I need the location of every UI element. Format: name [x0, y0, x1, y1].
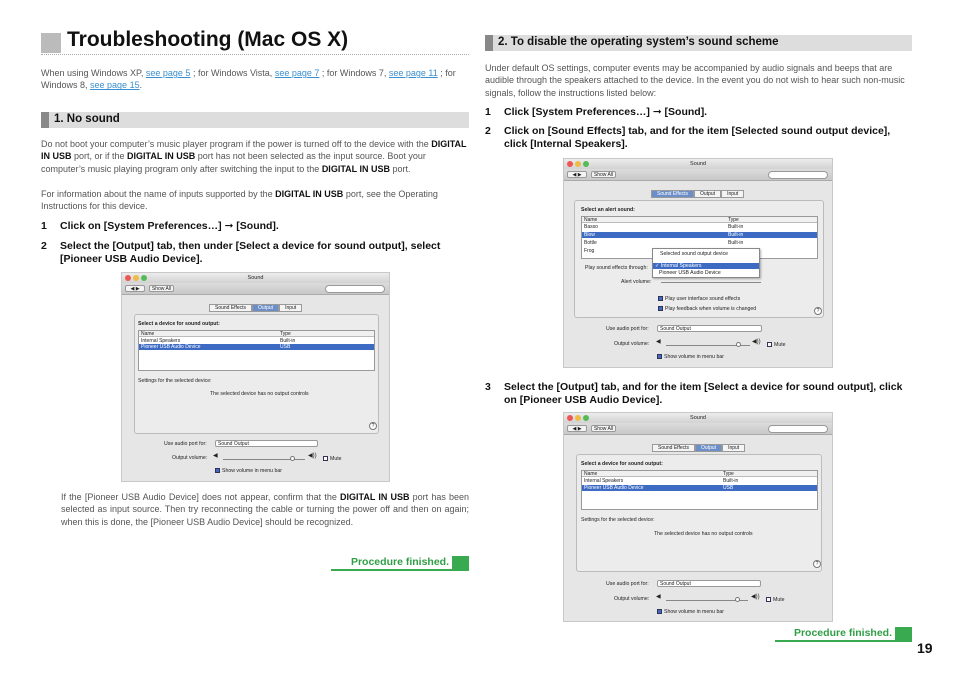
title-bar — [41, 28, 469, 55]
alert-sound-label: Select an alert sound: — [581, 207, 635, 213]
no-controls-text: The selected device has no output controls — [654, 531, 753, 537]
text: port, or if the — [71, 151, 128, 162]
play-feedback-label: Play feedback when volume is changed — [665, 306, 757, 312]
table-row[interactable] — [582, 478, 817, 484]
play-feedback-checkbox[interactable] — [658, 306, 663, 311]
tab-bar — [209, 304, 302, 312]
port-name: DIGITAL IN USB — [340, 492, 410, 502]
play-ui-label: Play user interface sound effects — [665, 296, 741, 302]
speaker-high-icon: ◀)) — [751, 594, 760, 600]
window-toolbar — [122, 283, 389, 295]
output-device-popup — [652, 248, 760, 278]
sound-window-effects — [563, 158, 833, 368]
table-header — [582, 217, 817, 223]
window-titlebar — [564, 413, 832, 423]
page-number: 19 — [917, 640, 933, 656]
no-controls-text: The selected device has no output controls — [210, 391, 309, 397]
window-toolbar — [564, 423, 832, 435]
minimize-icon[interactable] — [133, 275, 139, 281]
window-titlebar — [122, 273, 389, 283]
sec1-note — [61, 491, 469, 528]
volume-slider-knob[interactable] — [735, 597, 740, 602]
use-port-label: Use audio port for: — [606, 326, 649, 332]
col-type: Type — [728, 217, 739, 223]
device-type: Built-in — [723, 478, 739, 484]
search-input[interactable] — [325, 285, 385, 293]
port-select[interactable]: Sound Output — [215, 440, 318, 447]
show-volume-label: Show volume in menu bar — [664, 354, 724, 360]
use-port-label: Use audio port for: — [606, 581, 649, 587]
sec1-paragraph-2 — [41, 188, 469, 213]
alert-type: Built-in — [728, 232, 744, 238]
show-all-button[interactable]: Show All — [591, 171, 616, 178]
output-panel — [134, 314, 379, 434]
table-row[interactable] — [139, 344, 374, 350]
step-text: Select the [Output] tab, then under [Select a device for sound output], select [Pioneer USB Audio Device]. — [60, 240, 441, 266]
tab-bar — [651, 190, 744, 198]
intro-text: ; for Windows 7, — [319, 68, 389, 78]
table-row[interactable] — [582, 224, 817, 230]
settings-label: Settings for the selected device: — [138, 378, 212, 384]
finished-square-icon — [895, 627, 912, 642]
sound-window-output-2 — [563, 412, 833, 622]
output-volume-label: Output volume: — [614, 596, 650, 602]
minimize-icon[interactable] — [575, 161, 581, 167]
finished-label: Procedure finished. — [350, 556, 449, 568]
intro-text: ; for Windows Vista, — [190, 68, 275, 78]
window-title: Sound — [690, 161, 706, 167]
close-icon[interactable] — [567, 161, 573, 167]
text: port has not been selected as the input source. Boot your computer’s music playing program only after switching the input to the — [41, 151, 426, 174]
step-number: 1 — [41, 220, 47, 232]
settings-label: Settings for the selected device: — [581, 517, 655, 523]
window-titlebar — [564, 159, 832, 169]
show-volume-checkbox[interactable] — [215, 468, 220, 473]
tab-input[interactable]: Input — [722, 444, 745, 452]
text: port. — [389, 163, 411, 174]
zoom-icon[interactable] — [583, 415, 589, 421]
tab-sound-effects[interactable]: Sound Effects — [651, 190, 694, 198]
mute-checkbox[interactable] — [766, 597, 771, 602]
col-name: Name — [584, 217, 598, 223]
step-text: Click [System Preferences…] ➞ [Sound]. — [504, 106, 708, 118]
page-title: Troubleshooting (Mac OS X) — [67, 28, 349, 51]
speaker-low-icon: ◀ — [213, 453, 218, 459]
sound-window-output-1 — [121, 272, 390, 482]
search-input[interactable] — [768, 425, 828, 433]
procedure-finished-2 — [775, 627, 912, 642]
show-all-button[interactable]: Show All — [149, 285, 174, 292]
table-header — [582, 471, 817, 477]
step-text: Select the [Output] tab, and for the item [Select a device for sound output], click on [Pioneer USB Audio Device]. — [504, 381, 903, 407]
link-page-11[interactable]: see page 11 — [388, 68, 438, 78]
device-type: Built-in — [280, 338, 296, 344]
finished-label: Procedure finished. — [793, 627, 892, 639]
intro-text: When using Windows XP, — [41, 68, 146, 78]
col-name: Name — [141, 331, 155, 337]
mute-label: Mute — [330, 456, 342, 462]
table-row[interactable] — [582, 240, 817, 246]
back-forward-button[interactable]: ◀ ▶ — [567, 171, 587, 178]
sec1-paragraph-1 — [41, 138, 469, 175]
device-type: USB — [723, 485, 734, 491]
text: port, see the Operating Instructions for this device. — [41, 189, 438, 212]
device-name: Pioneer USB Audio Device — [584, 485, 644, 491]
tab-sound-effects[interactable]: Sound Effects — [652, 444, 695, 452]
mute-checkbox[interactable] — [323, 456, 328, 461]
output-volume-label: Output volume: — [614, 341, 650, 347]
mute-label: Mute — [774, 342, 786, 348]
window-toolbar — [564, 169, 832, 181]
show-all-button[interactable]: Show All — [591, 425, 616, 432]
show-volume-label: Show volume in menu bar — [222, 468, 282, 474]
link-page-5[interactable]: see page 5 — [145, 68, 191, 78]
output-volume-label: Output volume: — [172, 455, 208, 461]
minimize-icon[interactable] — [575, 415, 581, 421]
output-panel — [576, 454, 822, 572]
popup-title: Selected sound output device — [660, 251, 729, 257]
sec2-step-1 — [485, 106, 912, 120]
section-heading-sound-scheme: 2. To disable the operating system’s sound scheme — [485, 35, 912, 51]
speaker-high-icon: ◀)) — [752, 339, 761, 345]
text: Do not boot your computer’s music player program if the power is turned off to the device with the — [41, 139, 432, 149]
intro-paragraph — [41, 67, 469, 92]
select-device-label: Select a device for sound output: — [138, 321, 220, 327]
device-table — [138, 330, 375, 371]
tab-bar — [652, 444, 745, 452]
alert-name: Frog — [584, 248, 595, 254]
tab-input[interactable]: Input — [279, 304, 302, 312]
device-name: Internal Speakers — [141, 338, 181, 344]
intro-text: ; for Windows 8, — [41, 68, 456, 91]
col-name: Name — [584, 471, 598, 477]
tab-output[interactable]: Output — [252, 304, 279, 312]
show-volume-label: Show volume in menu bar — [664, 609, 724, 615]
tab-output[interactable]: Output — [695, 444, 722, 452]
text: If the [Pioneer USB Audio Device] does not appear, confirm that the — [61, 492, 341, 502]
speaker-low-icon: ◀ — [656, 594, 661, 600]
sec1-step-1 — [41, 220, 469, 234]
sec2-step-2 — [485, 125, 912, 153]
alert-name: Blow — [584, 232, 595, 238]
speaker-high-icon: ◀)) — [308, 453, 317, 459]
table-row[interactable] — [582, 232, 817, 238]
alert-name: Bottle — [584, 240, 597, 246]
alert-volume-slider[interactable] — [661, 282, 761, 283]
port-name: DIGITAL IN USB — [127, 151, 196, 162]
device-table — [581, 470, 818, 510]
port-select[interactable]: Sound Output — [657, 325, 762, 332]
port-name: DIGITAL IN USB — [275, 189, 344, 199]
window-title: Sound — [247, 275, 264, 281]
search-input[interactable] — [768, 171, 828, 179]
step-number: 2 — [485, 125, 491, 137]
volume-slider-knob[interactable] — [736, 342, 741, 347]
step-number: 2 — [41, 240, 47, 252]
finished-underline — [775, 640, 912, 642]
mute-checkbox[interactable] — [767, 342, 772, 347]
intro-text: . — [139, 80, 143, 91]
popup-option-pioneer-usb[interactable]: Pioneer USB Audio Device — [659, 270, 721, 276]
zoom-icon[interactable] — [141, 275, 147, 281]
close-icon[interactable] — [567, 415, 573, 421]
port-name: DIGITAL IN USB — [321, 163, 390, 174]
mute-label: Mute — [773, 597, 785, 603]
finished-underline — [331, 569, 469, 571]
use-port-label: Use audio port for: — [164, 441, 207, 447]
sec2-step-3 — [485, 381, 912, 409]
link-page-7[interactable]: see page 7 — [274, 68, 320, 78]
help-icon[interactable]: ? — [813, 560, 821, 568]
procedure-finished-1 — [331, 556, 469, 571]
device-name: Pioneer USB Audio Device — [141, 344, 201, 350]
back-forward-button[interactable]: ◀ ▶ — [567, 425, 587, 432]
alert-type: Built-in — [728, 224, 744, 230]
play-through-label: Play sound effects through: — [585, 265, 648, 271]
select-device-label: Select a device for sound output: — [581, 461, 663, 467]
finished-square-icon — [452, 556, 469, 571]
help-icon[interactable]: ? — [369, 422, 377, 430]
speaker-low-icon: ◀ — [656, 339, 661, 345]
alert-type: Built-in — [728, 240, 744, 246]
port-name: DIGITAL IN USB — [41, 139, 467, 162]
show-volume-checkbox[interactable] — [657, 609, 662, 614]
table-row[interactable] — [582, 485, 817, 491]
col-type: Type — [723, 471, 734, 477]
link-page-15[interactable]: see page 15 — [90, 80, 140, 91]
window-title: Sound — [690, 415, 706, 421]
col-type: Type — [280, 331, 291, 337]
close-icon[interactable] — [125, 275, 131, 281]
step-number: 3 — [485, 381, 491, 393]
step-text: Click on [Sound Effects] tab, and for the item [Selected sound output device], click [Internal Speakers]. — [504, 125, 891, 151]
step-number: 1 — [485, 106, 491, 118]
play-ui-checkbox[interactable] — [658, 296, 663, 301]
tab-output[interactable]: Output — [694, 190, 721, 198]
sec1-step-2 — [41, 240, 469, 268]
text: port has been selected as input source. Then try reconnecting the cable or turning the power off and then on again; when this is done, the [Pioneer USB Audio Device] should be recognized. — [61, 492, 470, 527]
alert-volume-label: Alert volume: — [621, 279, 652, 285]
volume-slider-knob[interactable] — [290, 456, 295, 461]
step-text: Click on [System Preferences…] ➞ [Sound]. — [60, 220, 279, 232]
port-select[interactable]: Sound Output — [657, 580, 761, 587]
show-volume-checkbox[interactable] — [657, 354, 662, 359]
popup-option-internal-speakers[interactable]: ✓ Internal Speakers — [653, 263, 759, 269]
tab-input[interactable]: Input — [721, 190, 744, 198]
section-heading-no-sound: 1. No sound — [41, 112, 469, 128]
table-header — [139, 331, 374, 337]
device-type: USB — [280, 344, 291, 350]
title-square-icon — [41, 33, 61, 53]
help-icon[interactable]: ? — [814, 307, 822, 315]
tab-sound-effects[interactable]: Sound Effects — [209, 304, 252, 312]
sec2-paragraph: Under default OS settings, computer events may be accompanied by audio signals and beeps that are audible through the speakers attached to the device. In the event you do not wish to hear such non-music signals, follow the instructions listed below: — [485, 63, 905, 98]
text: For information about the name of inputs supported by the — [41, 189, 276, 199]
zoom-icon[interactable] — [583, 161, 589, 167]
device-name: Internal Speakers — [584, 478, 624, 484]
back-forward-button[interactable]: ◀ ▶ — [125, 285, 145, 292]
alert-name: Basso — [584, 224, 598, 230]
